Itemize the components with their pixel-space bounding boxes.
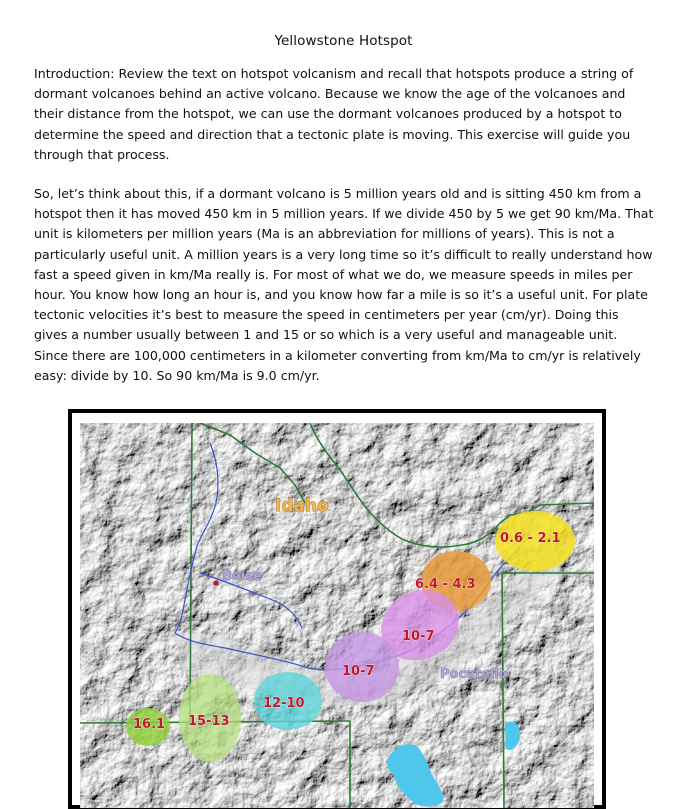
boise-marker <box>213 580 218 585</box>
city-label-boise: Boise <box>222 569 262 584</box>
page-title: Yellowstone Hotspot <box>274 33 413 49</box>
map-svg <box>80 423 594 808</box>
speed-paragraph: So, let’s think about this, if a dormant volcano is 5 million years old and is sitting 450 km from a hotspot then it has moved 450 km in 5 million years. If we divide 450 by 5 we get 90 km/Ma. That unit is kilometers per million years (Ma is an abbreviation for millions of years). This is not a particularly useful unit. A million years is a very long time so it’s difficult to really understand how fast a speed given in km/Ma really is. For most of what we do, we measure speeds in miles per hour. You know how long an hour is, and you know how far a mile is so it’s a useful unit. For plate tectonic velocities it’s best to measure the speed in centimeters per year (cm/yr). Doing this gives a number usually between 1 and 15 or so which is a very useful and manageable unit. Since there are 100,000 centimeters in a kilometer converting from km/Ma to cm/yr is relatively easy: divide by 10. So 90 km/Ma is 9.0 cm/yr. <box>34 186 654 383</box>
city-label-pocatello: Pocatello <box>440 667 508 682</box>
zone-label: 12-10 <box>263 696 305 711</box>
zone-label: 10-7 <box>342 664 375 679</box>
zone-label: 10-7 <box>402 629 435 644</box>
zone-label: 16.1 <box>133 717 166 732</box>
zone-label: 0.6 - 2.1 <box>500 531 561 546</box>
zone-label: 6.4 - 4.3 <box>415 577 476 592</box>
zone-label: 15-13 <box>188 714 230 729</box>
terrain-relief <box>80 423 594 808</box>
hotspot-map <box>68 409 606 809</box>
intro-paragraph: Introduction: Review the text on hotspot volcanism and recall that hotspots produce a string of dormant volcanoes behind an active volcano. Because we know the age of the volcanoes and their distance from the hotspot, we can use the dormant volcanoes produced by a hotspot to determine the speed and direction that a tectonic plate is moving. This exercise will guide you through that process. <box>34 66 634 162</box>
state-label: Idaho <box>275 496 329 516</box>
